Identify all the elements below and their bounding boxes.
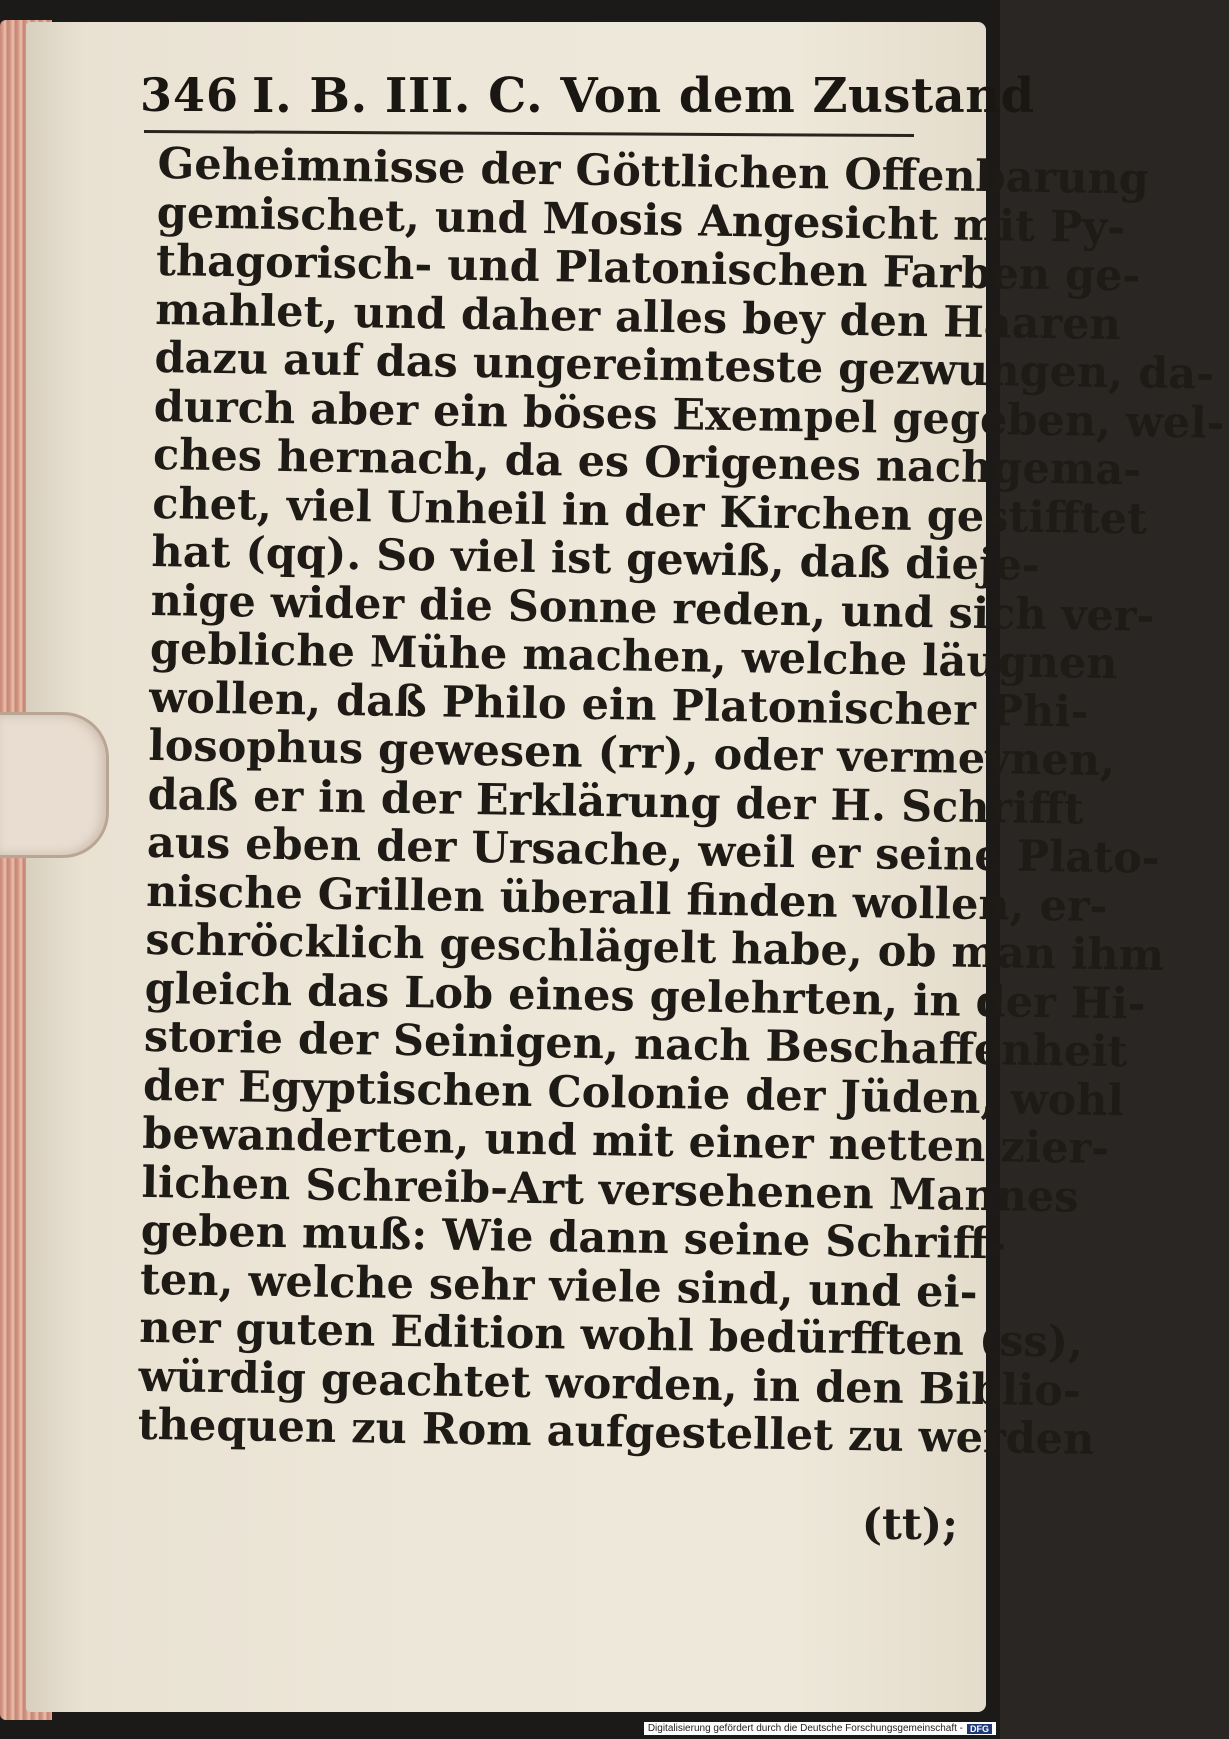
text-line: Geheimnisse der Göttlichen Offenbarung	[157, 139, 1150, 205]
text-line: bewanderten, und mit einer netten zier-	[141, 1108, 1110, 1175]
text-line: ches hernach, da es Origenes nachgema-	[152, 429, 1142, 496]
page-number: 346	[140, 68, 240, 122]
text-line: thequen zu Rom aufgestellet zu werden	[137, 1399, 1095, 1465]
page-header	[140, 68, 1035, 128]
text-line: ner guten Edition wohl bedürfften (ss),	[138, 1302, 1084, 1368]
catchword: (tt);	[861, 1500, 958, 1550]
funding-footer	[644, 1722, 996, 1735]
dfg-logo-icon: DFG	[967, 1724, 992, 1734]
text-line: hat (qq). So viel ist gewiß, daß dieje-	[151, 526, 1041, 591]
text-line: dazu auf das ungereimteste gezwungen, da-	[154, 332, 1215, 400]
text-line: nische Grillen überall finden wollen, er-	[145, 866, 1108, 932]
text-line: lichen Schreib-Art versehenen Mannes	[141, 1157, 1079, 1223]
text-line: thagorisch- und Platonischen Farben ge-	[155, 235, 1141, 302]
text-line: gebliche Mühe machen, welche läugnen	[149, 623, 1118, 690]
body-text	[137, 139, 1225, 1465]
running-head: I. B. III. C. Von dem Zustand	[252, 68, 1035, 124]
text-line: durch aber ein böses Exempel gegeben, wel-	[153, 381, 1225, 449]
text-line: der Egyptischen Colonie der Jüden, wohl	[142, 1060, 1125, 1126]
text-line: chet, viel Unheil in der Kirchen gestifftet	[151, 478, 1148, 545]
text-line: daß er in der Erklärung der H. Schrifft	[147, 769, 1085, 835]
text-line: ten, welche sehr viele sind, und ei-	[139, 1254, 979, 1318]
text-line: storie der Seinigen, nach Beschaffenheit	[143, 1011, 1128, 1078]
footer-text: Digitalisierung gefördert durch die Deutsche Forschungsgemeinschaft -	[647, 1723, 963, 1734]
text-line: aus eben der Ursache, weil er seine Plato-	[146, 817, 1160, 884]
text-line: wollen, daß Philo ein Platonischer Phi-	[148, 672, 1089, 738]
text-line: mahlet, und daher alles bey den Haaren	[154, 284, 1122, 350]
text-line: nige wider die Sonne reden, und sich ver-	[150, 575, 1155, 642]
page-tab	[0, 712, 109, 858]
text-line: losophus gewesen (rr), oder vermeynen,	[148, 720, 1116, 787]
text-line: gleich das Lob eines gelehrten, in der Hi-	[144, 963, 1146, 1030]
text-line: würdig geachtet worden, in den Biblio-	[138, 1351, 1082, 1417]
text-line: geben muß: Wie dann seine Schriff-	[140, 1205, 1007, 1270]
text-line: schröcklich geschlägelt habe, ob man ihm	[145, 914, 1165, 981]
text-line: gemischet, und Mosis Angesicht mit Py-	[156, 187, 1126, 253]
